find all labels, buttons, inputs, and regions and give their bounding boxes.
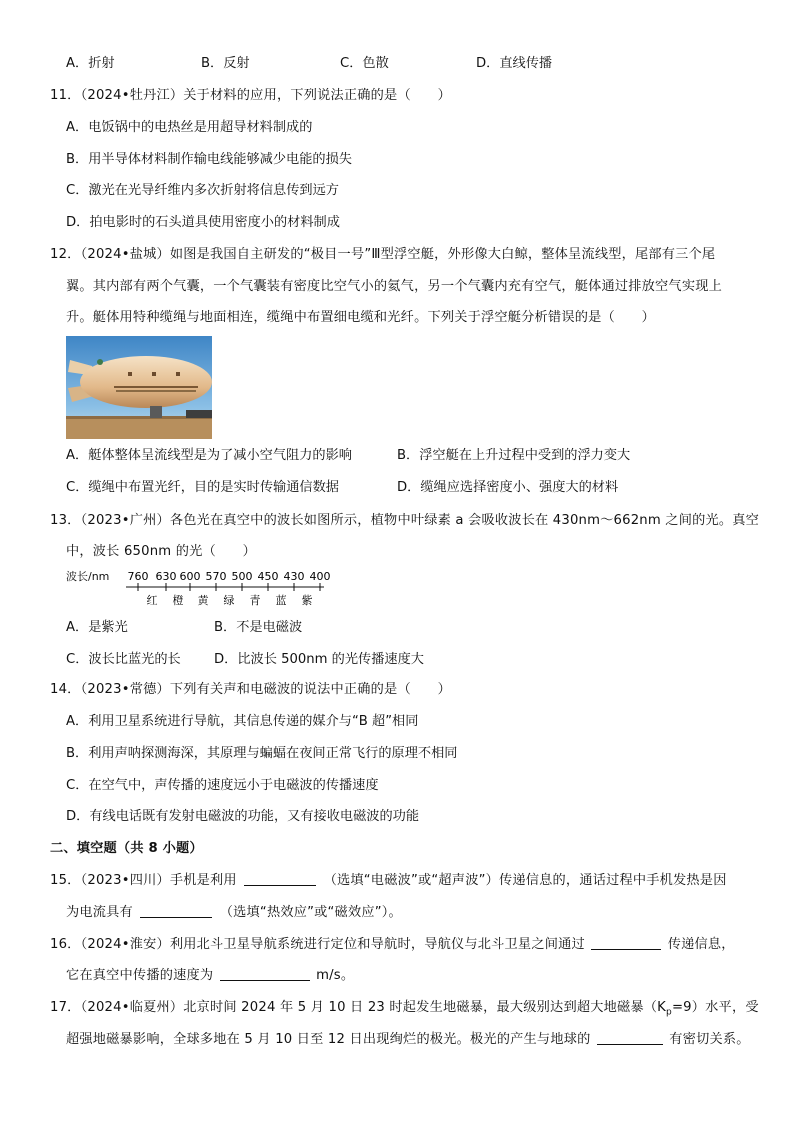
q15-line1: [50, 871, 727, 891]
q11-option-d[interactable]: D．拍电影时的石头道具使用密度小的材料制成: [66, 215, 340, 230]
q17-text-1: 17．（2024•临夏州）北京时间 2024 年 5 月 10 日 23 时起发生地磁暴，最大级别达到超大地磁暴（K: [50, 1000, 667, 1015]
q13-stem-line2: 中，波长 650nm 的光（ ）: [66, 544, 257, 559]
q10-option-a[interactable]: A．折射: [66, 56, 115, 71]
q12-option-b[interactable]: B．浮空艇在上升过程中受到的浮力变大: [397, 448, 631, 463]
q13-option-a[interactable]: A．是紫光: [66, 620, 128, 635]
q12-option-d[interactable]: D．缆绳应选择密度小、强度大的材料: [397, 480, 619, 495]
q17-text-4: 有密切关系。: [669, 1032, 750, 1047]
wavelength-color-label: 青: [249, 594, 261, 607]
q12-stem-line1: 12．（2024•盐城）如图是我国自主研发的“极目一号”Ⅲ型浮空艇，外形像大白鲸，整体呈流线型，尾部有三个尾: [50, 247, 716, 262]
q15-text-3: 为电流具有: [66, 905, 133, 920]
wavelength-color-label: 橙: [172, 594, 184, 607]
wavelength-tick-label: 430: [283, 570, 305, 583]
wavelength-tick-label: 630: [155, 570, 177, 583]
wavelength-tick-label: 760: [127, 570, 149, 583]
q17-subscript: p: [666, 1007, 672, 1018]
q12-option-c[interactable]: C．缆绳中布置光纤，目的是实时传输通信数据: [66, 480, 339, 495]
q16-text-2: 传递信息，: [667, 937, 735, 952]
q12-option-a[interactable]: A．艇体整体呈流线型是为了减小空气阻力的影响: [66, 448, 352, 463]
q11-option-b[interactable]: B．用半导体材料制作输电线能够减少电能的损失: [66, 152, 352, 167]
section-heading-fill-in: 二、填空题（共 8 小题）: [50, 841, 203, 856]
q16-blank-1[interactable]: [591, 935, 661, 950]
q16-text-3: 它在真空中传播的速度为: [66, 968, 214, 983]
q12-stem-line2: 翼。其内部有两个气囊，一个气囊装有密度比空气小的氦气，另一个气囊内充有空气，艇体通过排放空气实现上: [66, 279, 722, 294]
q16-blank-2[interactable]: [220, 966, 310, 981]
q13-option-d[interactable]: D．比波长 500nm 的光传播速度大: [214, 652, 424, 667]
q17-blank-1[interactable]: [597, 1030, 663, 1045]
q17-text-2: =9）水平，受: [671, 1000, 759, 1015]
q16-line2: [66, 966, 354, 986]
wavelength-color-label: 蓝: [275, 594, 287, 607]
q13-option-b[interactable]: B．不是电磁波: [214, 620, 303, 635]
wavelength-color-label: 红: [146, 594, 158, 607]
q15-blank-1[interactable]: [244, 871, 316, 886]
q11-option-a[interactable]: A．电饭锅中的电热丝是用超导材料制成的: [66, 120, 313, 135]
q14-stem: 14．（2023•常德）下列有关声和电磁波的说法中正确的是（ ）: [50, 682, 451, 697]
q10-option-d[interactable]: D．直线传播: [476, 56, 553, 71]
q15-blank-2[interactable]: [140, 903, 212, 918]
q14-option-a[interactable]: A．利用卫星系统进行导航，其信息传递的媒介与“B 超”相同: [66, 714, 419, 729]
wavelength-tick-label: 500: [231, 570, 253, 583]
q13-stem-line1: 13．（2023•广州）各色光在真空中的波长如图所示，植物中叶绿素 a 会吸收波长在 430nm～662nm 之间的光。真空: [50, 513, 760, 528]
wavelength-color-label: 黄: [197, 594, 209, 607]
wavelength-axis-label: 波长/nm: [66, 570, 110, 583]
q15-text-4: （选填“热效应”或“磁效应”）。: [219, 905, 402, 920]
wavelength-figure: [66, 566, 336, 610]
q10-option-b[interactable]: B．反射: [201, 56, 250, 71]
wavelength-tick-label: 570: [205, 570, 227, 583]
q16-line1: [50, 935, 735, 955]
wavelength-color-label: 绿: [223, 594, 235, 607]
airship-photo: [66, 336, 212, 439]
q15-text-2: （选填“电磁波”或“超声波”）传递信息的，通话过程中手机发热是因: [323, 873, 727, 888]
q11-stem: 11．（2024•牡丹江）关于材料的应用，下列说法正确的是（ ）: [50, 88, 451, 103]
q16-text-1: 16．（2024•淮安）利用北斗卫星导航系统进行定位和导航时，导航仪与北斗卫星之间通过: [50, 937, 585, 952]
q17-line1: [50, 998, 759, 1023]
q12-stem-line3: 升。艇体用特种缆绳与地面相连，缆绳中布置细电缆和光纤。下列关于浮空艇分析错误的是（ ）: [66, 310, 656, 325]
q14-option-d[interactable]: D．有线电话既有发射电磁波的功能，又有接收电磁波的功能: [66, 809, 420, 824]
q14-option-c[interactable]: C．在空气中，声传播的速度远小于电磁波的传播速度: [66, 778, 379, 793]
q17-text-3: 超强地磁暴影响，全球多地在 5 月 10 日至 12 日出现绚烂的极光。极光的产生与地球的: [66, 1032, 591, 1047]
wavelength-color-label: 紫: [301, 594, 313, 607]
q15-line2: [66, 903, 402, 923]
q11-option-c[interactable]: C．激光在光导纤维内多次折射将信息传到远方: [66, 183, 339, 198]
wavelength-tick-label: 450: [257, 570, 279, 583]
q13-option-c[interactable]: C．波长比蓝光的长: [66, 652, 181, 667]
wavelength-tick-label: 400: [309, 570, 331, 583]
q17-line2: [66, 1030, 750, 1050]
q14-option-b[interactable]: B．利用声呐探测海深，其原理与蝙蝠在夜间正常飞行的原理不相同: [66, 746, 458, 761]
q16-text-4: m/s。: [316, 968, 355, 983]
q10-option-c[interactable]: C．色散: [340, 56, 389, 71]
q15-text-1: 15．（2023•四川）手机是利用: [50, 873, 237, 888]
wavelength-tick-label: 600: [179, 570, 201, 583]
